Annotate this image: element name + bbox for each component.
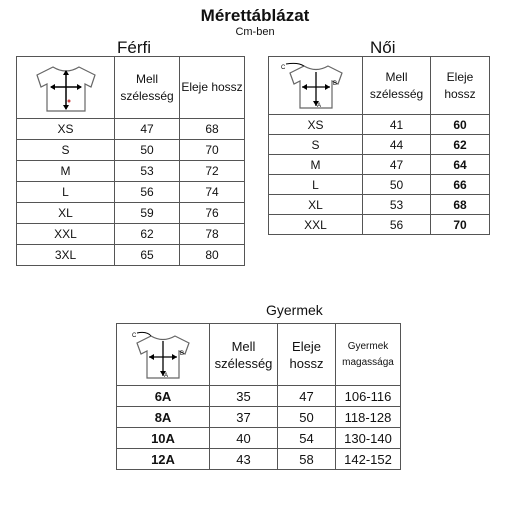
size-cell: M [17, 161, 115, 182]
length-cell: 76 [180, 203, 245, 224]
size-cell: M [269, 155, 363, 175]
height-header-line2: magassága [342, 356, 394, 368]
label-a: A [316, 102, 321, 109]
women-size-table [268, 56, 490, 235]
men-measurement-diagram [17, 57, 115, 119]
label-c: C [280, 64, 285, 71]
kids-col-chest-header: Mell szélesség [210, 324, 278, 386]
length-cell: 68 [431, 195, 490, 215]
height-cell: 142-152 [336, 449, 401, 470]
chest-cell: 35 [210, 386, 278, 407]
tshirt-icon [27, 61, 105, 115]
kids-title: Gyermek [266, 302, 323, 318]
chest-cell: 43 [210, 449, 278, 470]
chest-cell: 40 [210, 428, 278, 449]
tshirt-icon [125, 328, 201, 382]
kids-col-height-header [336, 324, 401, 386]
table-row [269, 215, 490, 235]
chest-cell: 50 [115, 140, 180, 161]
table-row [269, 175, 490, 195]
height-cell: 118-128 [336, 407, 401, 428]
chest-cell: 65 [115, 245, 180, 266]
size-cell: XS [269, 115, 363, 135]
length-cell: 74 [180, 182, 245, 203]
table-row [117, 428, 401, 449]
size-cell: S [269, 135, 363, 155]
length-cell: 68 [180, 119, 245, 140]
size-cell: XS [17, 119, 115, 140]
women-title: Női [370, 38, 396, 57]
table-row [17, 203, 245, 224]
chest-cell: 56 [115, 182, 180, 203]
table-row [17, 140, 245, 161]
table-row [117, 449, 401, 470]
length-cell: 78 [180, 224, 245, 245]
table-row [269, 135, 490, 155]
chest-cell: 37 [210, 407, 278, 428]
women-col-length-header: Eleje hossz [431, 57, 490, 115]
size-cell: S [17, 140, 115, 161]
label-c: C [132, 332, 137, 339]
size-cell: 12A [117, 449, 210, 470]
table-row [269, 115, 490, 135]
length-cell: 54 [278, 428, 336, 449]
chest-cell: 56 [363, 215, 431, 235]
label-a: A [164, 372, 169, 379]
table-row [17, 245, 245, 266]
length-cell: 70 [180, 140, 245, 161]
men-size-table [16, 56, 245, 266]
kids-size-table [116, 323, 401, 470]
chest-cell: 47 [363, 155, 431, 175]
height-cell: 106-116 [336, 386, 401, 407]
length-cell: 60 [431, 115, 490, 135]
length-cell: 62 [431, 135, 490, 155]
men-title: Férfi [117, 38, 151, 57]
table-row [17, 161, 245, 182]
label-b: B [180, 350, 185, 357]
length-cell: 47 [278, 386, 336, 407]
men-col-chest-header: Mell szélesség [115, 57, 180, 119]
length-cell: 58 [278, 449, 336, 470]
chest-cell: 62 [115, 224, 180, 245]
page-subtitle: Cm-ben [235, 26, 275, 38]
size-cell: 6A [117, 386, 210, 407]
size-cell: 3XL [17, 245, 115, 266]
chest-cell: 44 [363, 135, 431, 155]
men-col-length-header: Eleje hossz [180, 57, 245, 119]
kids-measurement-diagram [117, 324, 210, 386]
chest-cell: 50 [363, 175, 431, 195]
table-row [17, 182, 245, 203]
length-cell: 80 [180, 245, 245, 266]
size-cell: 8A [117, 407, 210, 428]
women-measurement-diagram [269, 57, 363, 115]
size-cell: XL [269, 195, 363, 215]
tshirt-icon [278, 60, 354, 112]
length-cell: 72 [180, 161, 245, 182]
size-cell: 10A [117, 428, 210, 449]
table-row [17, 119, 245, 140]
table-row [17, 224, 245, 245]
chest-cell: 53 [363, 195, 431, 215]
table-row [269, 155, 490, 175]
table-row [117, 407, 401, 428]
label-b: B [332, 80, 337, 87]
page-title: Mérettáblázat [200, 6, 310, 25]
size-cell: L [269, 175, 363, 195]
chest-cell: 53 [115, 161, 180, 182]
height-cell: 130-140 [336, 428, 401, 449]
height-header-line1: Gyermek [347, 340, 389, 352]
women-col-chest-header: Mell szélesség [363, 57, 431, 115]
chest-cell: 41 [363, 115, 431, 135]
chest-cell: 59 [115, 203, 180, 224]
table-row [117, 386, 401, 407]
chest-cell: 47 [115, 119, 180, 140]
table-row [269, 195, 490, 215]
length-cell: 70 [431, 215, 490, 235]
size-cell: XXL [17, 224, 115, 245]
size-cell: XXL [269, 215, 363, 235]
length-cell: 64 [431, 155, 490, 175]
length-cell: 66 [431, 175, 490, 195]
size-cell: XL [17, 203, 115, 224]
size-cell: L [17, 182, 115, 203]
kids-col-length-header: Eleje hossz [278, 324, 336, 386]
length-cell: 50 [278, 407, 336, 428]
